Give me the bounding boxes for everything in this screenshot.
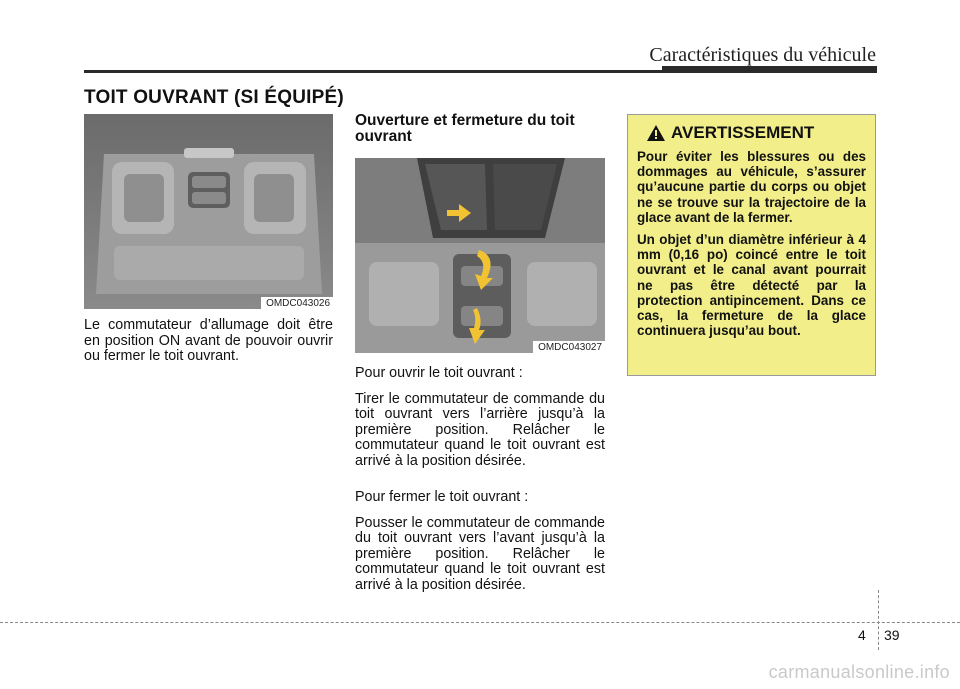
page-number: 39 [884, 627, 900, 643]
ignition-note [84, 318, 333, 365]
overhead-console-photo [84, 114, 333, 309]
sunroof-switch-illustration [355, 158, 605, 353]
open-text: Tirer le commutateur de commande du toit ouvrant vers l’arrière jusqu’à la première position. Relâcher le commutateur quand le toit ouvrant est arrivé à la position désirée. [355, 390, 605, 469]
warning-box [627, 114, 876, 376]
close-instructions [355, 490, 605, 593]
header-rule [84, 70, 877, 73]
warning-header [647, 123, 866, 143]
ignition-note-text: Le commutateur d’allumage doit être en position ON avant de pouvoir ouvrir ou fermer le toit ouvrant. [84, 317, 333, 364]
footer-dashed-rule [0, 622, 960, 623]
open-label: Pour ouvrir le toit ouvrant : [355, 365, 523, 381]
open-instructions [355, 366, 605, 469]
figure-code: OMDC043027 [533, 341, 605, 353]
warning-title: AVERTISSEMENT [671, 123, 815, 142]
subsection-heading: Ouverture et fermeture du toit ouvrant [355, 112, 575, 145]
figure-code: OMDC043026 [261, 297, 333, 309]
warning-paragraph-1: Pour éviter les blessures ou des dommages au véhicule, s’assurer qu’aucune partie du corps ou objet ne se trouve sur la trajectoire de la glace avant de la fermer. [637, 149, 866, 225]
warning-paragraph-2: Un objet d’un diamètre inférieur à 4 mm (0,16 po) coincé entre le toit ouvrant et le canal avant pourrait ne pas être détecté par la protection antipincement. Dans ce cas, la fermeture de la glace continuera jusqu’au bout. [637, 232, 866, 339]
section-title: TOIT OUVRANT (SI ÉQUIPÉ) [84, 87, 344, 108]
warning-triangle-icon [647, 125, 665, 141]
close-text: Pousser le commutateur de commande du toit ouvrant vers l’avant jusqu’à la première position. Relâcher le commutateur quand le toit ouvrant est arrivé à la position désirée. [355, 514, 605, 593]
chapter-number: 4 [858, 627, 866, 643]
sunroof-switch-photo [355, 158, 605, 353]
close-label: Pour fermer le toit ouvrant : [355, 489, 529, 505]
overhead-console-illustration [84, 114, 333, 309]
chapter-header-title: Caractéristiques du véhicule [649, 44, 876, 66]
watermark: carmanualsonline.info [768, 662, 950, 682]
footer-page-divider [878, 590, 879, 650]
